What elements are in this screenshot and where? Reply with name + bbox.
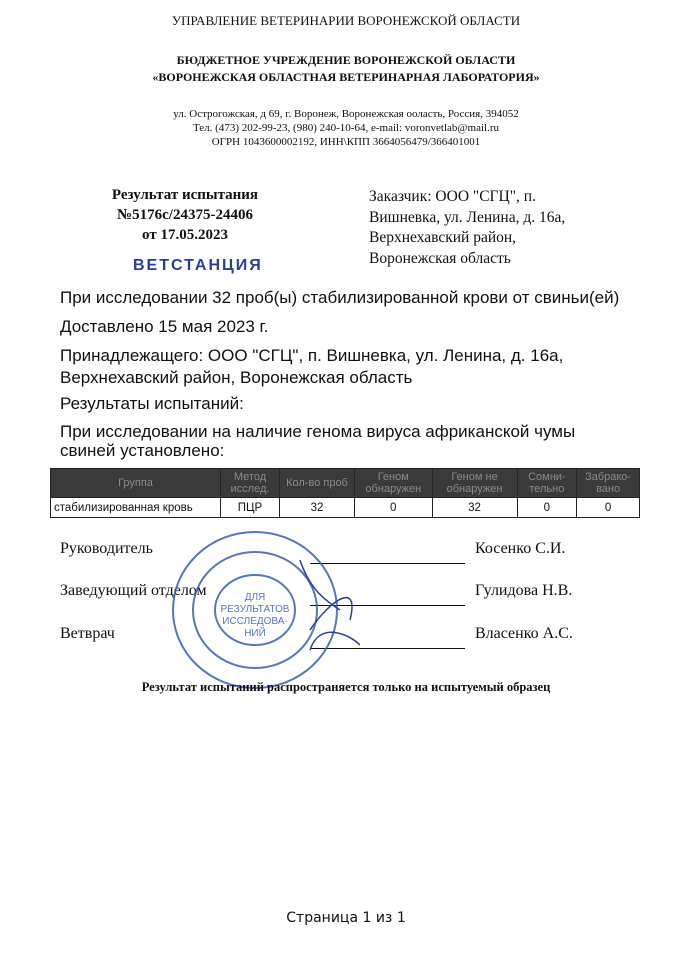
svg-text:ИССЛЕДОВА-: ИССЛЕДОВА- xyxy=(222,616,288,627)
cell-rejected: 0 xyxy=(577,498,640,518)
column-header: Сомни-тельно xyxy=(517,469,577,498)
role-label: Заведующий отделом xyxy=(60,582,207,599)
authority: УПРАВЛЕНИЕ ВЕТЕРИНАРИИ ВОРОНЕЖСКОЙ ОБЛАСТИ xyxy=(171,13,521,28)
sample-info: При исследовании 32 проб(ы) стабилизированной крови от свиньи(ей) xyxy=(60,288,620,307)
owner-line: Принадлежащего: ООО "СГЦ", п. Вишневка, ул. Ленина, д. 16а, xyxy=(60,346,564,365)
delivery-date: Доставлено 15 мая 2023 г. xyxy=(60,317,269,336)
footer-note: Результат испытаний распространяется только на испытуемый образец xyxy=(141,680,551,694)
customer-line: Верхнехавский район, xyxy=(369,229,517,246)
column-header: Группа xyxy=(51,469,221,498)
result-title: Результат испытания xyxy=(111,187,259,203)
contacts: Тел. (473) 202-99-23, (980) 240-10-64, e-mail: voronvetlab@mail.ru xyxy=(192,122,499,134)
customer-line: Заказчик: ООО "СГЦ", п. xyxy=(369,188,536,205)
role-label: Ветврач xyxy=(60,625,115,642)
cell-method: ПЦР xyxy=(221,498,280,518)
cell-not-detected: 32 xyxy=(432,498,517,518)
svg-text:ДЛЯ: ДЛЯ xyxy=(244,592,266,603)
address: ул. Острогожская, д 69, г. Воронеж, Воронежская ооласть, Россия, 394052 xyxy=(173,108,519,120)
cell-group: стабилизированная кровь xyxy=(51,498,221,518)
cell-count: 32 xyxy=(280,498,355,518)
signer-name: Косенко С.И. xyxy=(475,540,566,557)
owner-line: Верхнехавский район, Воронежская область xyxy=(60,368,413,387)
cell-doubtful: 0 xyxy=(517,498,577,518)
study-line: При исследовании на наличие генома вируса африканской чумы xyxy=(60,422,576,441)
customer-line: Вишневка, ул. Ленина, д. 16а, xyxy=(369,208,566,226)
column-header: Забрако-вано xyxy=(577,469,640,498)
org-name-1: БЮДЖЕТНОЕ УЧРЕЖДЕНИЕ ВОРОНЕЖСКОЙ ОБЛАСТИ xyxy=(176,53,516,67)
svg-text:РЕЗУЛЬТАТОВ: РЕЗУЛЬТАТОВ xyxy=(220,604,290,615)
signer-name: Гулидова Н.В. xyxy=(475,582,573,599)
result-number: №5176с/24375-24406 xyxy=(117,207,253,223)
vetstation-stamp: ВЕТСТАНЦИЯ xyxy=(133,257,263,274)
role-label: Руководитель xyxy=(60,540,153,557)
column-header: Геном не обнаружен xyxy=(432,469,517,498)
table-header-row xyxy=(51,469,640,498)
results-table xyxy=(50,468,640,518)
column-header: Кол-во проб xyxy=(280,469,355,498)
results-heading: Результаты испытаний: xyxy=(60,394,244,413)
official-seal xyxy=(160,520,360,695)
page-number: Страница 1 из 1 xyxy=(286,910,406,926)
svg-text:НИЙ: НИЙ xyxy=(244,628,266,639)
result-date: от 17.05.2023 xyxy=(142,227,228,243)
customer-line: Воронежская область xyxy=(369,249,511,267)
column-header: Метод исслед. xyxy=(221,469,280,498)
column-header: Геном обнаружен xyxy=(355,469,433,498)
signer-name: Власенко А.С. xyxy=(475,625,573,642)
cell-detected: 0 xyxy=(355,498,433,518)
study-line: свиней установлено: xyxy=(60,441,225,460)
table-row xyxy=(51,498,640,518)
registration-ids: ОГРН 1043600002192, ИНН\КПП 3664056479/366401001 xyxy=(211,136,481,148)
org-name-2: «ВОРОНЕЖСКАЯ ОБЛАСТНАЯ ВЕТЕРИНАРНАЯ ЛАБОРАТОРИЯ» xyxy=(152,70,540,84)
